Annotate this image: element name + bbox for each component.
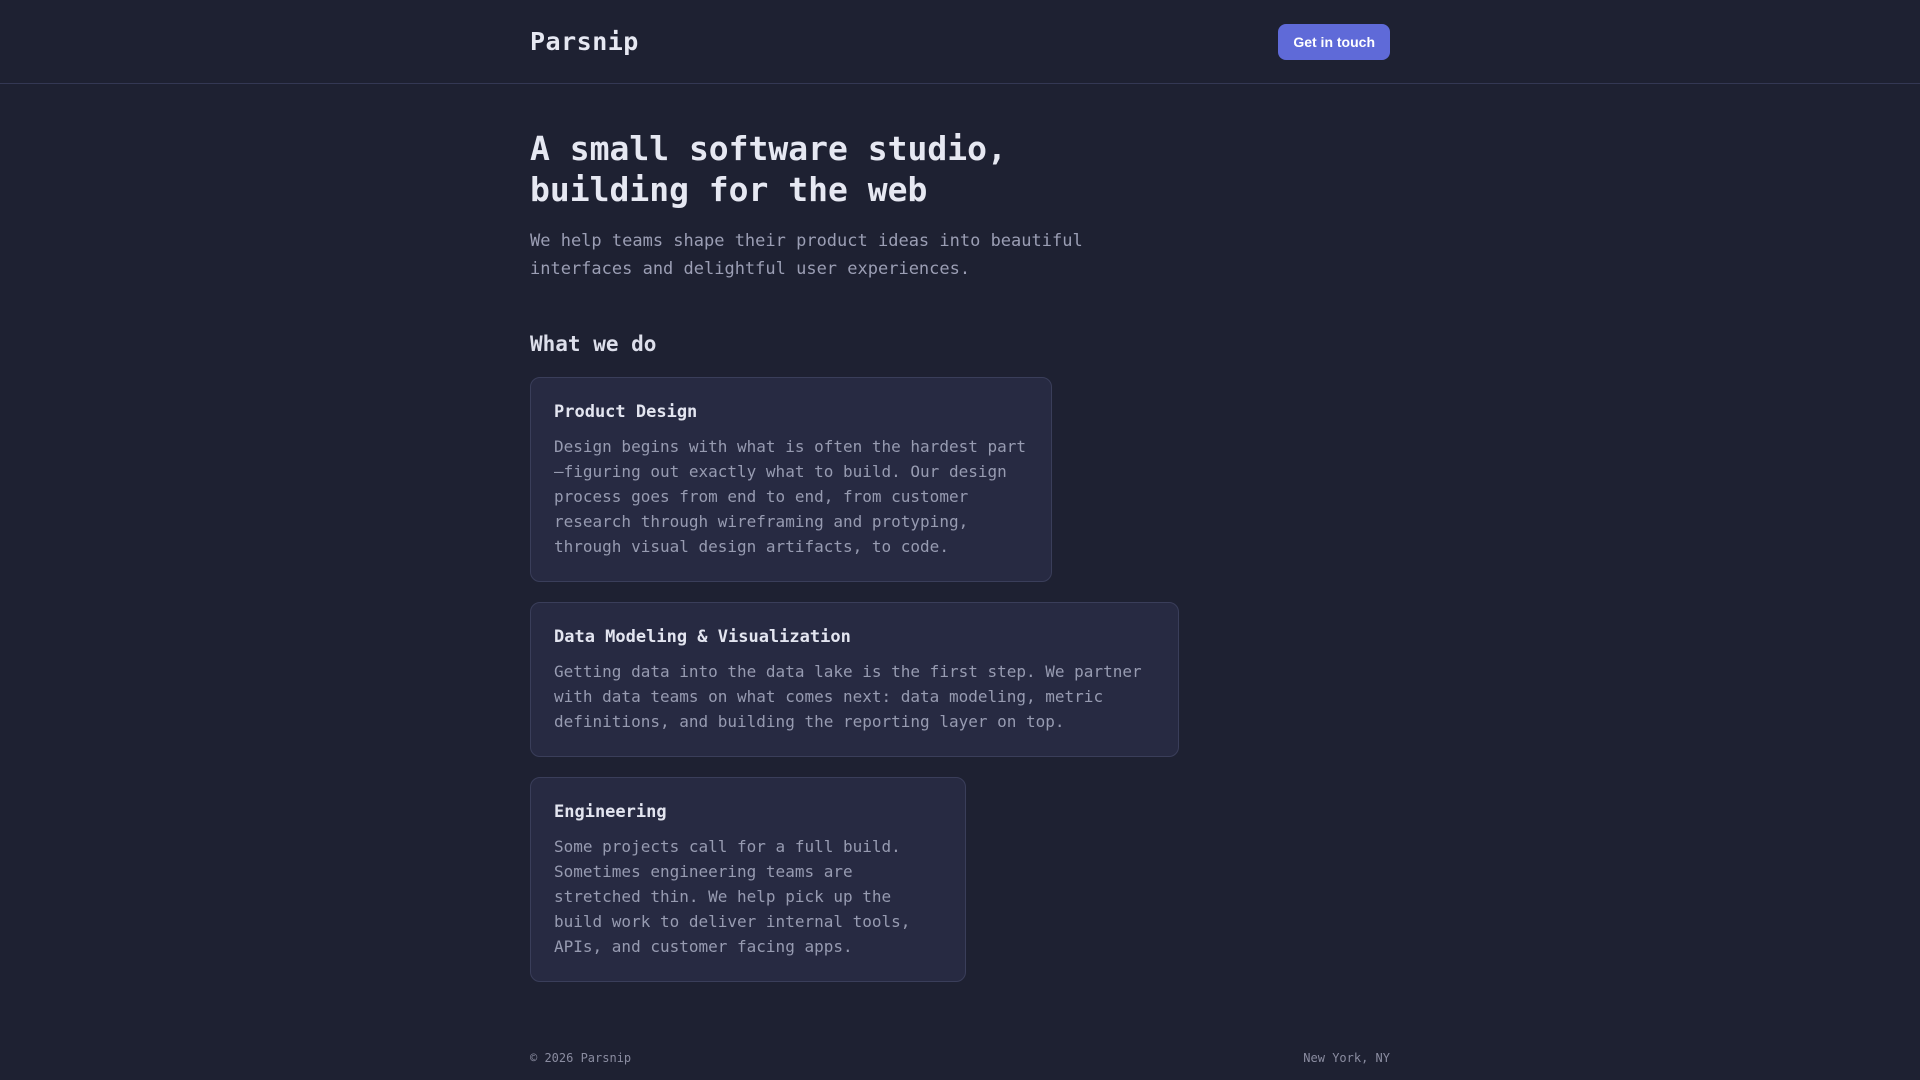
site-header [0, 0, 1920, 84]
site-footer [0, 1050, 1920, 1080]
card-title: Engineering [554, 801, 667, 822]
hero-heading: A small software studio, building for the web [530, 129, 1007, 210]
get-in-touch-button[interactable]: Get in touch [1278, 24, 1390, 60]
card-body: Getting data into the data lake is the first step. We partner with data teams on what comes next: data modeling, metric definitions, and building the reporting layer on top. [554, 661, 1142, 731]
site-logo[interactable]: Parsnip [530, 27, 639, 56]
footer-copyright: © 2026 Parsnip [530, 1051, 632, 1065]
what-we-do-heading: What we do [530, 331, 657, 356]
card-title: Product Design [554, 401, 698, 422]
footer-location: New York, NY [1303, 1051, 1390, 1065]
card-data-modeling [530, 602, 1179, 757]
card-engineering [530, 777, 966, 982]
card-body: Some projects call for a full build. Sometimes engineering teams are stretched thin. We help pick up the build work to deliver internal tools, APIs, and customer facing apps. [554, 836, 911, 956]
header-inner [530, 0, 1390, 83]
main-content [530, 84, 1390, 1050]
service-cards [530, 377, 1390, 982]
card-product-design [530, 377, 1052, 582]
card-title: Data Modeling & Visualization [554, 626, 851, 647]
footer-inner [530, 1050, 1390, 1066]
hero-subtext: We help teams shape their product ideas into beautiful interfaces and delightful user experiences. [530, 230, 1083, 279]
card-body: Design begins with what is often the hardest part—figuring out exactly what to build. Our design process goes from end to end, from customer research through wireframing and protyping, through visual design artifacts, to code. [554, 436, 1027, 556]
